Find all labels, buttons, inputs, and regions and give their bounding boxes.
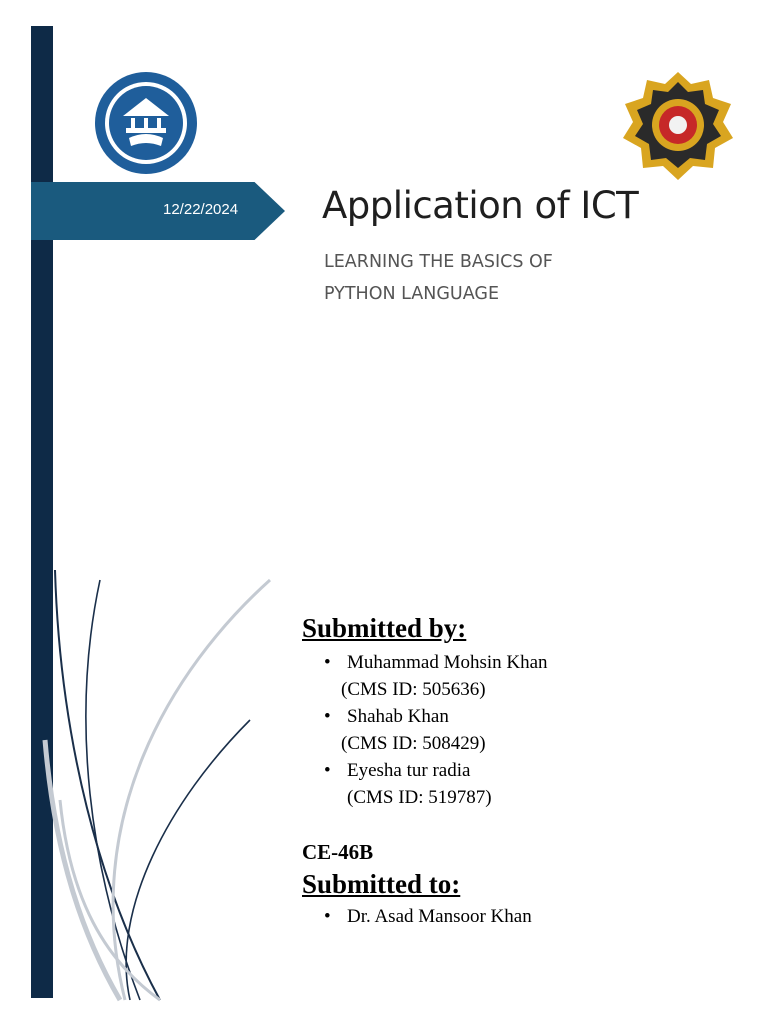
member-cms-id: (CMS ID: 519787) <box>347 787 492 808</box>
submitted-to-heading: Submitted to: <box>302 869 461 899</box>
decorative-curves <box>0 540 320 1010</box>
list-item <box>318 649 548 703</box>
bullet-icon: • <box>324 706 331 727</box>
submitted-by-heading: Submitted by: <box>302 613 467 643</box>
bullet-icon: • <box>324 652 331 673</box>
department-crest-icon <box>617 68 739 182</box>
page-title: Application of ICT <box>322 184 639 227</box>
list-item <box>318 903 532 930</box>
subtitle-line: PYTHON LANGUAGE <box>324 284 499 304</box>
bullet-icon: • <box>324 906 331 927</box>
member-cms-id: (CMS ID: 508429) <box>341 733 486 754</box>
member-name: Shahab Khan <box>347 706 449 727</box>
list-item <box>318 703 548 757</box>
member-cms-id: (CMS ID: 505636) <box>341 679 486 700</box>
date-text: 12/22/2024 <box>163 201 239 218</box>
submitted-to-list <box>318 903 532 930</box>
class-section: CE-46B <box>302 840 374 864</box>
list-item <box>318 757 548 811</box>
supervisor-name: Dr. Asad Mansoor Khan <box>347 906 532 927</box>
bullet-icon: • <box>324 760 331 781</box>
member-name: Muhammad Mohsin Khan <box>347 652 548 673</box>
date-banner <box>31 182 285 240</box>
subtitle <box>324 246 624 310</box>
member-name: Eyesha tur radia <box>347 760 471 781</box>
subtitle-line: LEARNING THE BASICS OF <box>324 252 553 272</box>
submitted-by-list <box>318 649 548 811</box>
university-seal-icon <box>93 70 199 176</box>
